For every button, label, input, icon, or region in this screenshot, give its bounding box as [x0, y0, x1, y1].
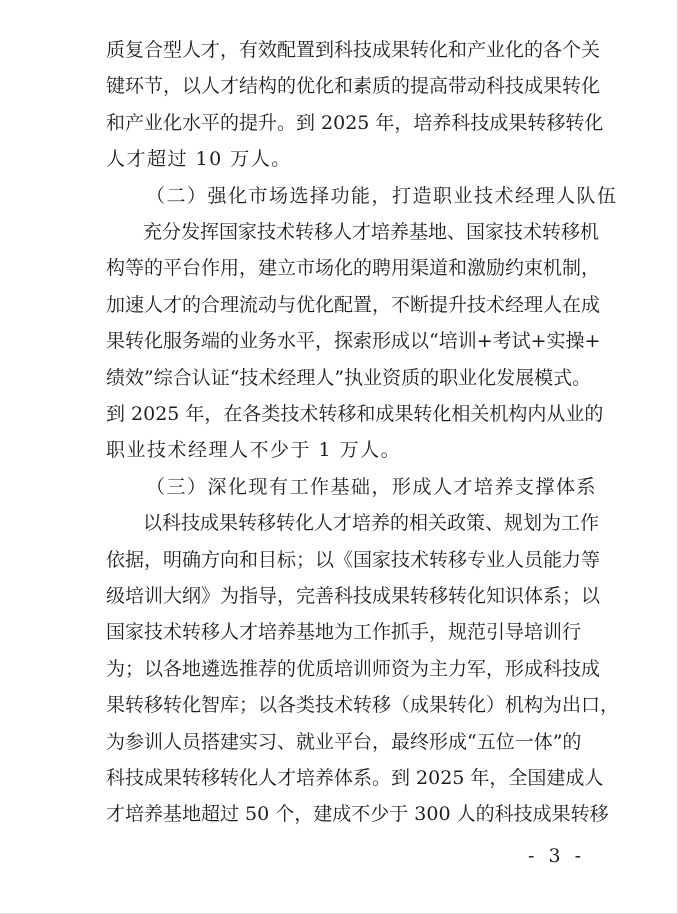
paragraph-line: 充分发挥国家技术转移人才培养基地、国家技术转移机 — [143, 221, 600, 243]
paragraph-line: 加速人才的合理流动与优化配置，不断提升技术经理人在成 — [106, 293, 601, 316]
paragraph-line: 和产业化水平的提升。到 2025 年，培养科技成果转移转化 — [106, 111, 604, 134]
paragraph-line: 果转移转化智库；以各类技术转移（成果转化）机构为出口， — [106, 694, 620, 717]
paragraph-line: 科技成果转移转化人才培养体系。到 2025 年，全国建成人 — [106, 767, 604, 789]
paragraph-line: 才培养基地超过 50 个，建成不少于 300 人的科技成果转移 — [106, 803, 609, 826]
section-heading: （二）强化市场选择功能，打造职业技术经理人队伍 — [146, 184, 618, 207]
paragraph-line: 依据，明确方向和目标；以《国家技术转移专业人员能力等 — [106, 548, 601, 571]
paragraph-line: 果转化服务端的业务水平，探索形成以“培训+考试+实操+ — [106, 330, 601, 353]
paragraph-line: 到 2025 年，在各类技术转移和成果转化相关机构内从业的 — [106, 403, 604, 425]
paragraph-line: 为；以各地遴选推荐的优质培训师资为主力军，形成科技成 — [106, 657, 601, 680]
paragraph-line: 绩效”综合认证“技术经理人”执业资质的职业化发展模式。 — [106, 366, 592, 389]
paragraph-line: 以科技成果转移转化人才培养的相关政策、规划为工作 — [143, 512, 600, 535]
paragraph-line: 职业技术经理人不少于 1 万人。 — [106, 439, 402, 462]
paragraph-line: 键环节，以人才结构的优化和素质的提高带动科技成果转化 — [106, 75, 601, 98]
section-heading: （三）深化现有工作基础，形成人才培养支撑体系 — [146, 475, 598, 498]
paragraph-line: 质复合型人才，有效配置到科技成果转化和产业化的各个关 — [106, 39, 601, 61]
paragraph-line: 为参训人员搭建实习、就业平台，最终形成“五位一体”的 — [106, 730, 582, 753]
paragraph-line: 国家技术转移人才培养基地为工作抓手，规范引导培训行 — [106, 621, 582, 644]
paragraph-line: 级培训大纲》为指导，完善科技成果转移转化知识体系；以 — [106, 585, 601, 607]
paragraph-line: 构等的平台作用，建立市场化的聘用渠道和激励约束机制， — [106, 257, 601, 280]
paragraph-line: 人才超过 10 万人。 — [106, 148, 292, 171]
page-number: - 3 - — [528, 845, 586, 867]
